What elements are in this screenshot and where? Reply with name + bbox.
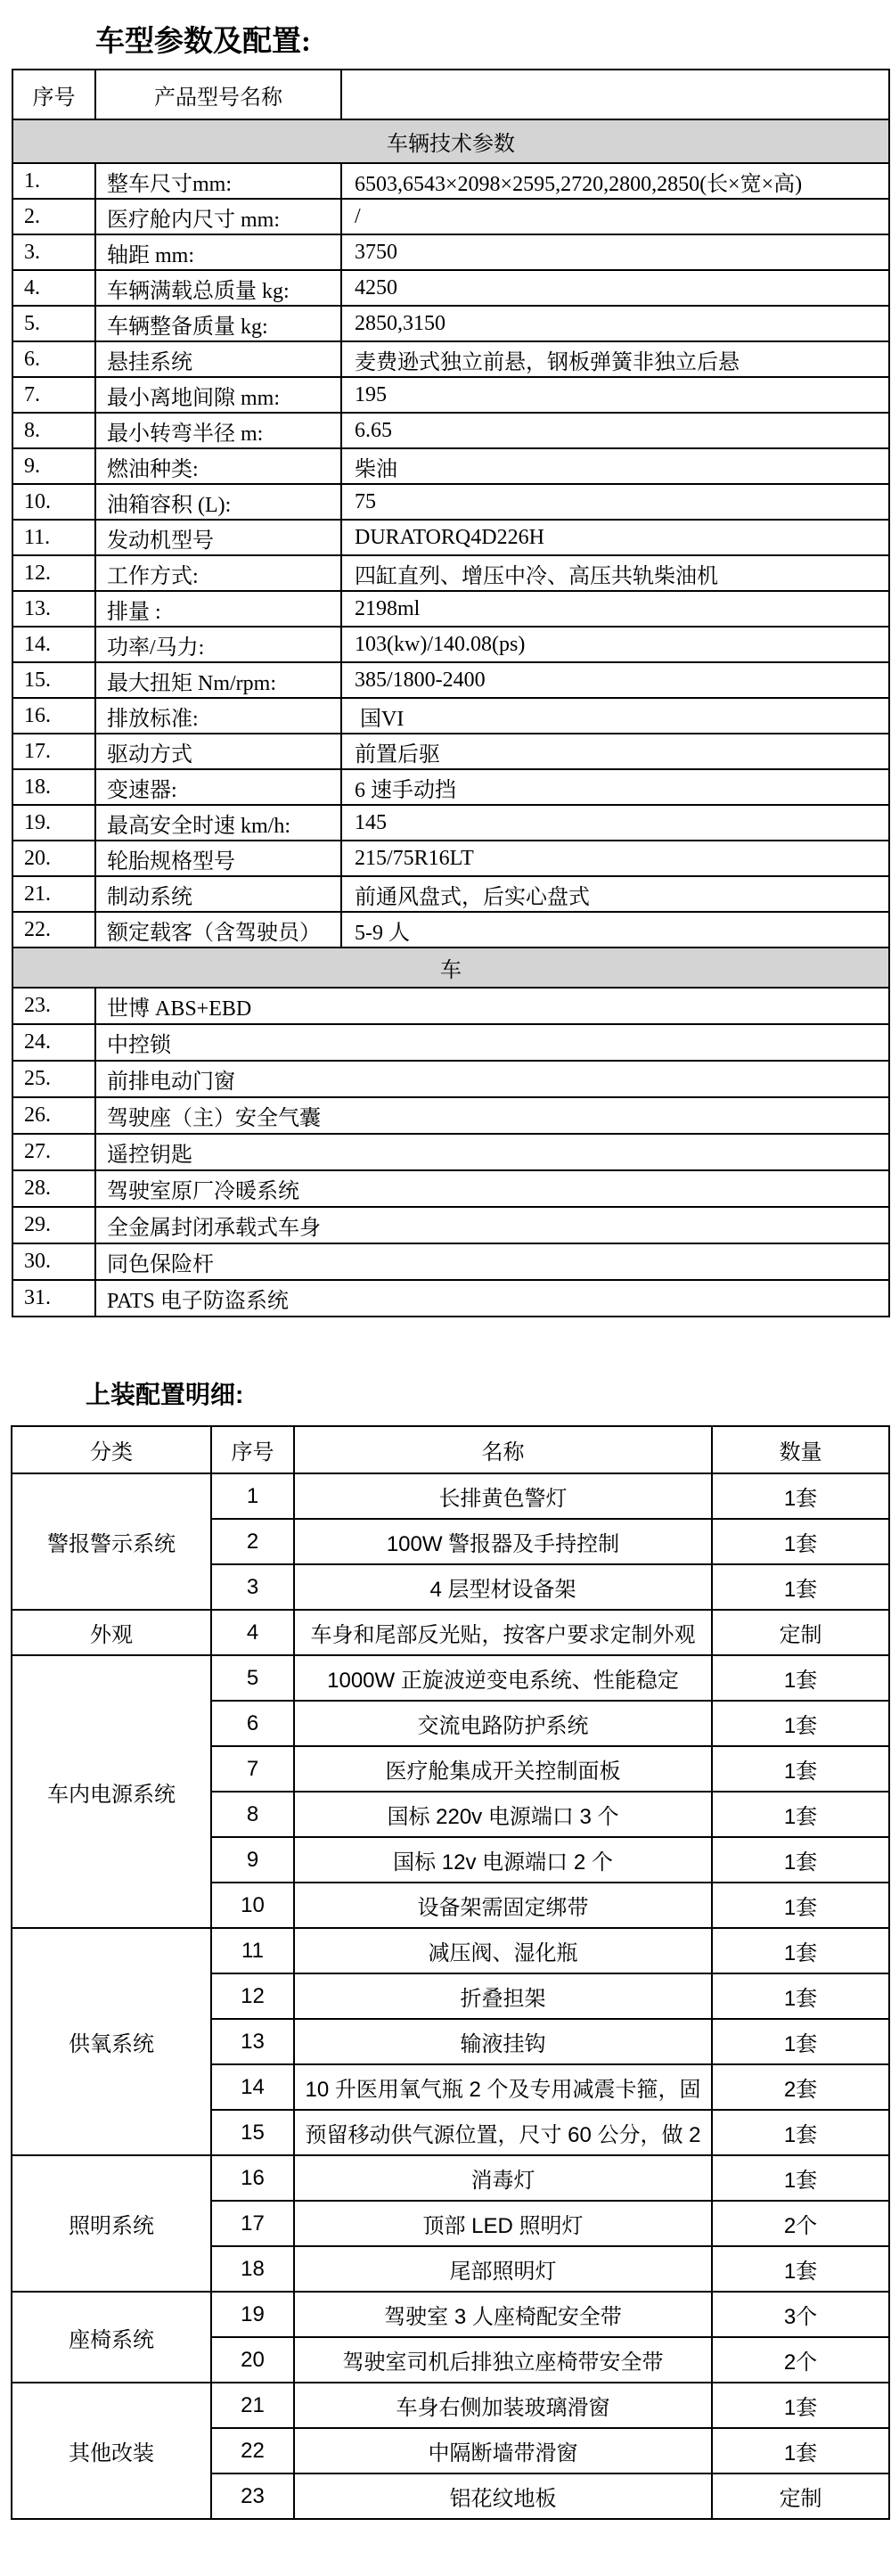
feature-row bbox=[12, 1207, 889, 1243]
item-number: 15 bbox=[211, 2110, 294, 2155]
row-number: 19. bbox=[12, 805, 95, 841]
column-header-value bbox=[341, 70, 889, 119]
parameter-value: 前置后驱 bbox=[341, 734, 889, 769]
config-item-row bbox=[12, 2155, 889, 2201]
parameter-value: 柴油 bbox=[341, 448, 889, 484]
parameter-label: 驱动方式 bbox=[95, 734, 341, 769]
parameter-value: 3750 bbox=[341, 234, 889, 270]
item-name: 10 升医用氧气瓶 2 个及专用减震卡箍，固 bbox=[294, 2064, 712, 2110]
parameter-value: / bbox=[341, 199, 889, 234]
parameter-label: 轮胎规格型号 bbox=[95, 841, 341, 876]
feature-row bbox=[12, 1243, 889, 1280]
row-number: 16. bbox=[12, 698, 95, 734]
parameter-row bbox=[12, 377, 889, 413]
column-header-product-name: 产品型号名称 bbox=[95, 70, 341, 119]
parameter-value: 385/1800-2400 bbox=[341, 662, 889, 698]
table2-header-row bbox=[12, 1426, 889, 1473]
parameter-row bbox=[12, 627, 889, 662]
parameter-row bbox=[12, 520, 889, 555]
row-number: 14. bbox=[12, 627, 95, 662]
section-header-vehicle-config bbox=[12, 948, 889, 988]
parameter-value: 6 速手动挡 bbox=[341, 769, 889, 805]
parameter-label: 轴距 mm: bbox=[95, 234, 341, 270]
item-quantity: 1套 bbox=[712, 2019, 889, 2064]
row-number: 24. bbox=[12, 1024, 95, 1061]
row-number: 7. bbox=[12, 377, 95, 413]
parameter-label: 车辆满载总质量 kg: bbox=[95, 270, 341, 306]
item-quantity: 1套 bbox=[712, 2383, 889, 2428]
feature-row bbox=[12, 1280, 889, 1317]
row-number: 30. bbox=[12, 1243, 95, 1280]
parameter-value: 103(kw)/140.08(ps) bbox=[341, 627, 889, 662]
parameter-label: 燃油种类: bbox=[95, 448, 341, 484]
column-header-category: 分类 bbox=[12, 1426, 211, 1473]
item-name: 铝花纹地板 bbox=[294, 2473, 712, 2519]
parameter-label: 最小离地间隙 mm: bbox=[95, 377, 341, 413]
item-name: 国标 12v 电源端口 2 个 bbox=[294, 1837, 712, 1883]
item-quantity: 1套 bbox=[712, 1746, 889, 1792]
parameter-value: 6503,6543×2098×2595,2720,2800,2850(长×宽×高) bbox=[341, 163, 889, 199]
item-number: 5 bbox=[211, 1655, 294, 1701]
row-number: 28. bbox=[12, 1170, 95, 1207]
page-title-vehicle-parameters: 车型参数及配置: bbox=[95, 26, 311, 58]
item-number: 4 bbox=[211, 1610, 294, 1655]
parameter-row bbox=[12, 270, 889, 306]
item-quantity: 2套 bbox=[712, 2064, 889, 2110]
item-number: 7 bbox=[211, 1746, 294, 1792]
item-number: 9 bbox=[211, 1837, 294, 1883]
parameter-label: 整车尺寸mm: bbox=[95, 163, 341, 199]
item-quantity: 1套 bbox=[712, 2110, 889, 2155]
parameter-row bbox=[12, 841, 889, 876]
category-cell: 供氧系统 bbox=[12, 1928, 211, 2155]
item-name: 预留移动供气源位置，尺寸 60 公分，做 2 bbox=[294, 2110, 712, 2155]
item-number: 23 bbox=[211, 2473, 294, 2519]
section-header-label: 车 bbox=[12, 948, 889, 988]
parameter-value: 前通风盘式，后实心盘式 bbox=[341, 876, 889, 912]
column-header-no: 序号 bbox=[12, 70, 95, 119]
item-name: 减压阀、湿化瓶 bbox=[294, 1928, 712, 1973]
row-number: 26. bbox=[12, 1097, 95, 1134]
item-quantity: 3个 bbox=[712, 2292, 889, 2337]
parameter-row bbox=[12, 234, 889, 270]
row-number: 3. bbox=[12, 234, 95, 270]
parameter-value: 195 bbox=[341, 377, 889, 413]
item-number: 10 bbox=[211, 1883, 294, 1928]
parameter-row bbox=[12, 163, 889, 199]
item-number: 14 bbox=[211, 2064, 294, 2110]
parameter-value: 四缸直列、增压中冷、高压共轨柴油机 bbox=[341, 555, 889, 591]
item-name: 顶部 LED 照明灯 bbox=[294, 2201, 712, 2246]
item-name: 4 层型材设备架 bbox=[294, 1564, 712, 1610]
row-number: 9. bbox=[12, 448, 95, 484]
item-number: 21 bbox=[211, 2383, 294, 2428]
parameter-label: 功率/马力: bbox=[95, 627, 341, 662]
feature-row bbox=[12, 1170, 889, 1207]
item-number: 13 bbox=[211, 2019, 294, 2064]
item-quantity: 1套 bbox=[712, 1701, 889, 1746]
parameter-label: 医疗舱内尺寸 mm: bbox=[95, 199, 341, 234]
item-name: 交流电路防护系统 bbox=[294, 1701, 712, 1746]
row-number: 17. bbox=[12, 734, 95, 769]
item-name: 消毒灯 bbox=[294, 2155, 712, 2201]
parameter-row bbox=[12, 734, 889, 769]
category-cell: 警报警示系统 bbox=[12, 1473, 211, 1610]
feature-label: 同色保险杆 bbox=[95, 1243, 889, 1280]
item-quantity: 1套 bbox=[712, 1473, 889, 1519]
item-quantity: 1套 bbox=[712, 2428, 889, 2473]
item-number: 3 bbox=[211, 1564, 294, 1610]
item-number: 11 bbox=[211, 1928, 294, 1973]
item-name: 100W 警报器及手持控制 bbox=[294, 1519, 712, 1564]
parameter-row bbox=[12, 555, 889, 591]
parameter-label: 最大扭矩 Nm/rpm: bbox=[95, 662, 341, 698]
item-name: 长排黄色警灯 bbox=[294, 1473, 712, 1519]
row-number: 11. bbox=[12, 520, 95, 555]
config-item-row bbox=[12, 2292, 889, 2337]
item-quantity: 2个 bbox=[712, 2337, 889, 2383]
row-number: 8. bbox=[12, 413, 95, 448]
feature-label: PATS 电子防盗系统 bbox=[95, 1280, 889, 1317]
row-number: 4. bbox=[12, 270, 95, 306]
item-quantity: 1套 bbox=[712, 1655, 889, 1701]
item-name: 尾部照明灯 bbox=[294, 2246, 712, 2292]
feature-label: 前排电动门窗 bbox=[95, 1061, 889, 1097]
feature-row bbox=[12, 1097, 889, 1134]
item-name: 输液挂钩 bbox=[294, 2019, 712, 2064]
config-item-row bbox=[12, 1473, 889, 1519]
category-cell: 车内电源系统 bbox=[12, 1655, 211, 1928]
column-header-item-name: 名称 bbox=[294, 1426, 712, 1473]
row-number: 2. bbox=[12, 199, 95, 234]
item-name: 车身右侧加装玻璃滑窗 bbox=[294, 2383, 712, 2428]
row-number: 22. bbox=[12, 912, 95, 948]
item-number: 18 bbox=[211, 2246, 294, 2292]
config-item-row bbox=[12, 1928, 889, 1973]
parameter-value: 215/75R16LT bbox=[341, 841, 889, 876]
parameter-value: DURATORQ4D226H bbox=[341, 520, 889, 555]
parameter-row bbox=[12, 769, 889, 805]
config-item-row bbox=[12, 1610, 889, 1655]
category-cell: 外观 bbox=[12, 1610, 211, 1655]
item-quantity: 1套 bbox=[712, 2155, 889, 2201]
parameter-label: 排量 : bbox=[95, 591, 341, 627]
item-name: 驾驶室 3 人座椅配安全带 bbox=[294, 2292, 712, 2337]
item-quantity: 1套 bbox=[712, 1883, 889, 1928]
item-quantity: 1套 bbox=[712, 2246, 889, 2292]
item-name: 折叠担架 bbox=[294, 1973, 712, 2019]
item-name: 设备架需固定绑带 bbox=[294, 1883, 712, 1928]
feature-label: 驾驶座（主）安全气囊 bbox=[95, 1097, 889, 1134]
category-cell: 照明系统 bbox=[12, 2155, 211, 2292]
parameter-row bbox=[12, 591, 889, 627]
category-cell: 其他改装 bbox=[12, 2383, 211, 2519]
parameter-row bbox=[12, 805, 889, 841]
parameter-label: 最小转弯半径 m: bbox=[95, 413, 341, 448]
item-quantity: 1套 bbox=[712, 1837, 889, 1883]
section-header-label: 车辆技术参数 bbox=[12, 119, 889, 163]
item-quantity: 定制 bbox=[712, 1610, 889, 1655]
parameter-value: 4250 bbox=[341, 270, 889, 306]
item-name: 医疗舱集成开关控制面板 bbox=[294, 1746, 712, 1792]
parameter-value: 75 bbox=[341, 484, 889, 520]
parameter-value: 6.65 bbox=[341, 413, 889, 448]
parameter-value: 2850,3150 bbox=[341, 306, 889, 341]
feature-label: 全金属封闭承载式车身 bbox=[95, 1207, 889, 1243]
parameter-row bbox=[12, 698, 889, 734]
row-number: 25. bbox=[12, 1061, 95, 1097]
parameter-value: 国VI bbox=[341, 698, 889, 734]
item-quantity: 1套 bbox=[712, 1792, 889, 1837]
row-number: 15. bbox=[12, 662, 95, 698]
item-quantity: 1套 bbox=[712, 1519, 889, 1564]
feature-row bbox=[12, 988, 889, 1024]
row-number: 5. bbox=[12, 306, 95, 341]
parameter-row bbox=[12, 448, 889, 484]
item-quantity: 1套 bbox=[712, 1928, 889, 1973]
parameter-label: 额定载客（含驾驶员） bbox=[95, 912, 341, 948]
item-quantity: 定制 bbox=[712, 2473, 889, 2519]
item-number: 16 bbox=[211, 2155, 294, 2201]
row-number: 27. bbox=[12, 1134, 95, 1170]
column-header-no: 序号 bbox=[211, 1426, 294, 1473]
section-header-tech-params bbox=[12, 119, 889, 163]
item-number: 6 bbox=[211, 1701, 294, 1746]
config-item-row bbox=[12, 2383, 889, 2428]
row-number: 1. bbox=[12, 163, 95, 199]
item-quantity: 2个 bbox=[712, 2201, 889, 2246]
config-item-row bbox=[12, 1655, 889, 1701]
item-name: 国标 220v 电源端口 3 个 bbox=[294, 1792, 712, 1837]
parameter-label: 车辆整备质量 kg: bbox=[95, 306, 341, 341]
vehicle-parameters-table bbox=[12, 69, 890, 1317]
feature-row bbox=[12, 1024, 889, 1061]
item-name: 中隔断墙带滑窗 bbox=[294, 2428, 712, 2473]
row-number: 20. bbox=[12, 841, 95, 876]
parameter-value: 2198ml bbox=[341, 591, 889, 627]
parameter-value: 145 bbox=[341, 805, 889, 841]
parameter-row bbox=[12, 484, 889, 520]
item-quantity: 1套 bbox=[712, 1973, 889, 2019]
feature-row bbox=[12, 1061, 889, 1097]
row-number: 21. bbox=[12, 876, 95, 912]
parameter-row bbox=[12, 912, 889, 948]
row-number: 12. bbox=[12, 555, 95, 591]
row-number: 10. bbox=[12, 484, 95, 520]
item-number: 17 bbox=[211, 2201, 294, 2246]
parameter-row bbox=[12, 662, 889, 698]
item-quantity: 1套 bbox=[712, 1564, 889, 1610]
feature-label: 中控锁 bbox=[95, 1024, 889, 1061]
row-number: 13. bbox=[12, 591, 95, 627]
parameter-row bbox=[12, 341, 889, 377]
item-name: 车身和尾部反光贴，按客户要求定制外观 bbox=[294, 1610, 712, 1655]
item-number: 1 bbox=[211, 1473, 294, 1519]
parameter-label: 油箱容积 (L): bbox=[95, 484, 341, 520]
row-number: 29. bbox=[12, 1207, 95, 1243]
feature-row bbox=[12, 1134, 889, 1170]
item-number: 2 bbox=[211, 1519, 294, 1564]
parameter-label: 悬挂系统 bbox=[95, 341, 341, 377]
parameter-value: 5-9 人 bbox=[341, 912, 889, 948]
parameter-label: 最高安全时速 km/h: bbox=[95, 805, 341, 841]
item-number: 19 bbox=[211, 2292, 294, 2337]
item-number: 20 bbox=[211, 2337, 294, 2383]
parameter-label: 变速器: bbox=[95, 769, 341, 805]
row-number: 31. bbox=[12, 1280, 95, 1317]
item-number: 8 bbox=[211, 1792, 294, 1837]
item-number: 12 bbox=[211, 1973, 294, 2019]
parameter-row bbox=[12, 306, 889, 341]
parameter-label: 排放标准: bbox=[95, 698, 341, 734]
item-name: 驾驶室司机后排独立座椅带安全带 bbox=[294, 2337, 712, 2383]
table1-header-row bbox=[12, 70, 889, 119]
category-cell: 座椅系统 bbox=[12, 2292, 211, 2383]
item-name: 1000W 正旋波逆变电系统、性能稳定 bbox=[294, 1655, 712, 1701]
feature-label: 世博 ABS+EBD bbox=[95, 988, 889, 1024]
parameter-row bbox=[12, 199, 889, 234]
page-title-upfit-config: 上装配置明细: bbox=[86, 1381, 244, 1408]
parameter-value: 麦费逊式独立前悬，钢板弹簧非独立后悬 bbox=[341, 341, 889, 377]
parameter-row bbox=[12, 876, 889, 912]
column-header-quantity: 数量 bbox=[712, 1426, 889, 1473]
parameter-label: 工作方式: bbox=[95, 555, 341, 591]
parameter-row bbox=[12, 413, 889, 448]
row-number: 6. bbox=[12, 341, 95, 377]
row-number: 23. bbox=[12, 988, 95, 1024]
feature-label: 驾驶室原厂冷暖系统 bbox=[95, 1170, 889, 1207]
item-number: 22 bbox=[211, 2428, 294, 2473]
parameter-label: 制动系统 bbox=[95, 876, 341, 912]
row-number: 18. bbox=[12, 769, 95, 805]
upfit-configuration-table bbox=[11, 1425, 890, 2520]
feature-label: 遥控钥匙 bbox=[95, 1134, 889, 1170]
parameter-label: 发动机型号 bbox=[95, 520, 341, 555]
